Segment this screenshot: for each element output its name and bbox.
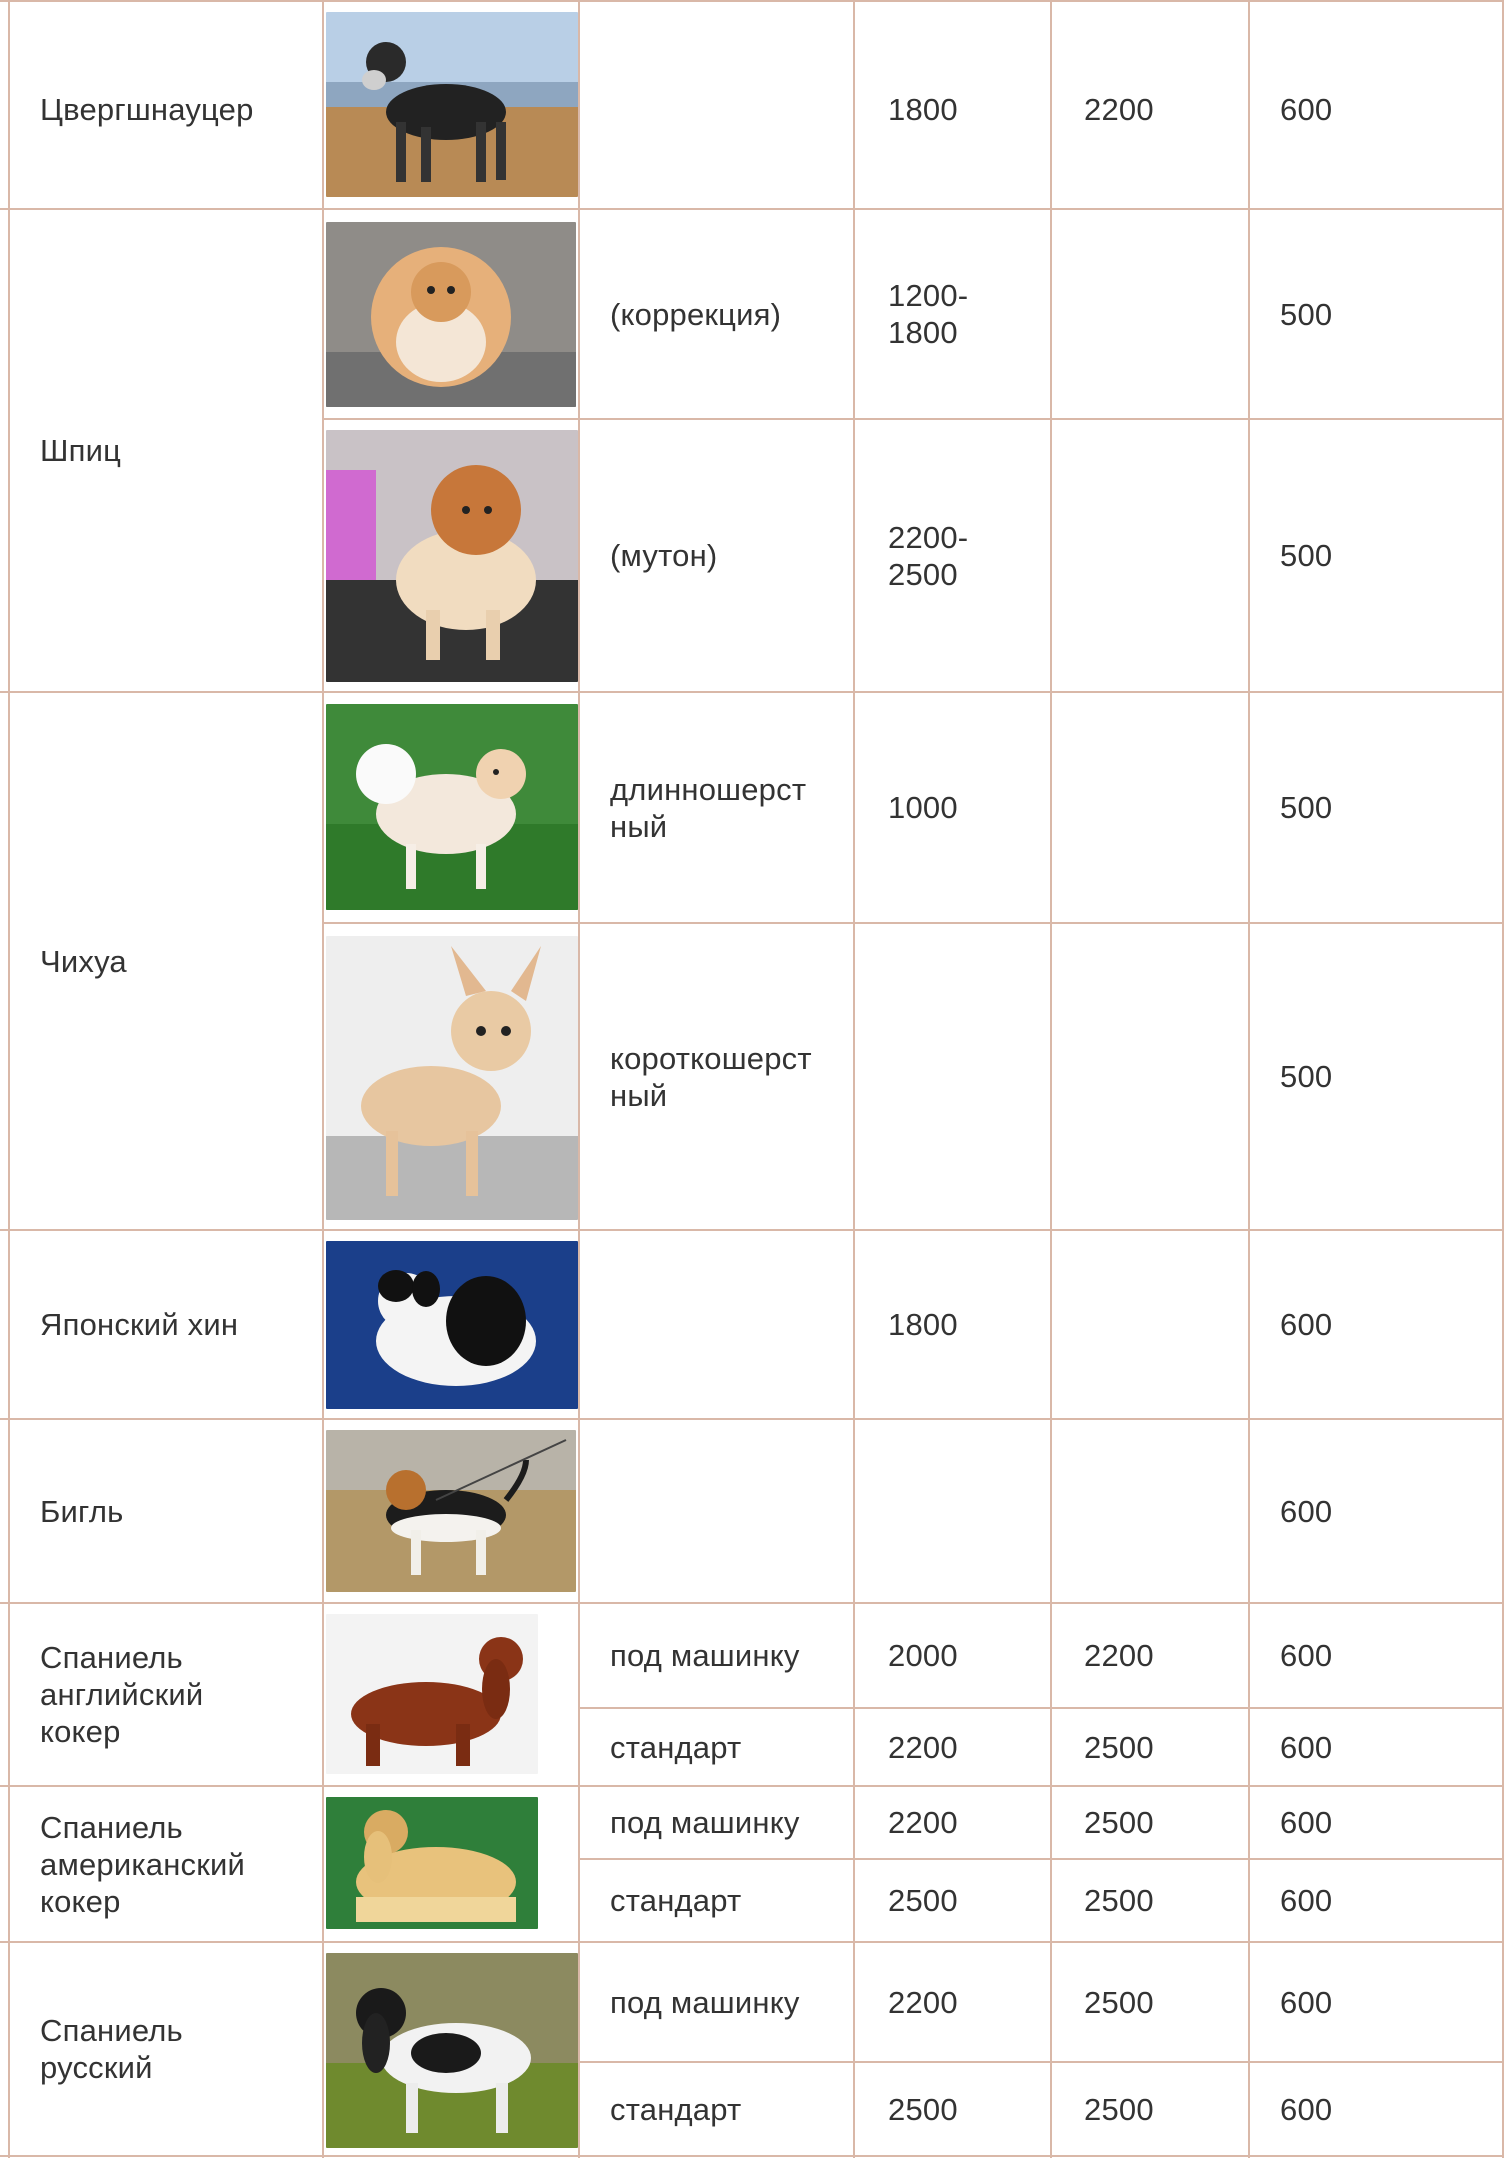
grooming-type: длинношерст ный — [610, 771, 807, 844]
price-cell: 600 — [1280, 1883, 1333, 1918]
english-cocker-spaniel-photo — [326, 1614, 538, 1774]
price-cell: 600 — [1280, 1729, 1333, 1765]
american-cocker-spaniel-photo — [326, 1797, 538, 1929]
breed-name: Чихуа — [40, 943, 127, 979]
grooming-type: стандарт — [610, 1883, 742, 1918]
miniature-schnauzer-photo — [326, 12, 578, 197]
breed-name: Спаниель английский кокер — [40, 1640, 204, 1749]
breed-name: Спаниель русский — [40, 2013, 183, 2085]
column-divider — [578, 0, 580, 2158]
row-divider — [0, 1418, 1504, 1420]
price-cell: 2500 — [1084, 1984, 1154, 2020]
pomeranian-mouton-photo — [326, 430, 578, 682]
longhair-chihuahua-photo — [326, 704, 578, 910]
price-cell: 2200 — [888, 1729, 958, 1765]
price-cell: 2500 — [888, 2091, 958, 2127]
grooming-type: под машинку — [610, 1805, 800, 1840]
price-cell: 1000 — [888, 790, 958, 825]
breed-name: Японский хин — [40, 1307, 239, 1342]
column-divider — [1502, 0, 1504, 2158]
breed-name: Шпиц — [40, 433, 122, 468]
breed-name: Спаниель американский кокер — [40, 1809, 246, 1919]
price-cell: 500 — [1280, 538, 1333, 573]
price-cell: 2500 — [1084, 2091, 1154, 2127]
price-cell: 600 — [1280, 1984, 1333, 2020]
price-cell: 2200 — [888, 1984, 958, 2020]
japanese-chin-photo — [326, 1241, 578, 1409]
price-cell: 600 — [1280, 1638, 1333, 1673]
price-cell: 600 — [1280, 1805, 1333, 1840]
row-divider — [0, 0, 1504, 2]
price-cell: 500 — [1280, 790, 1333, 825]
price-cell: 2500 — [1084, 1883, 1154, 1918]
price-cell: 600 — [1280, 1493, 1333, 1529]
grooming-type: стандарт — [610, 1729, 742, 1765]
grooming-type: (коррекция) — [610, 296, 782, 332]
price-cell: 1200- 1800 — [888, 278, 969, 350]
column-divider — [1050, 0, 1052, 2158]
price-cell: 600 — [1280, 1307, 1333, 1342]
russian-spaniel-photo — [326, 1953, 578, 2148]
price-cell: 1800 — [888, 91, 958, 127]
beagle-photo — [326, 1430, 576, 1592]
price-cell: 2200- 2500 — [888, 519, 969, 592]
price-cell: 1800 — [888, 1307, 958, 1342]
grooming-type: под машинку — [610, 1984, 800, 2020]
price-cell: 2200 — [1084, 91, 1154, 127]
price-cell: 2200 — [1084, 1638, 1154, 1673]
breed-name: Цвергшнауцер — [40, 91, 254, 127]
price-cell: 600 — [1280, 2091, 1333, 2127]
price-cell: 2200 — [888, 1805, 958, 1840]
breed-name: Бигль — [40, 1493, 124, 1529]
price-cell: 2500 — [1084, 1729, 1154, 1765]
column-divider — [853, 0, 855, 2158]
grooming-type: под машинку — [610, 1638, 800, 1673]
grooming-type: стандарт — [610, 2091, 742, 2127]
column-divider — [322, 0, 324, 2158]
price-cell: 2500 — [888, 1883, 958, 1918]
grooming-type: (мутон) — [610, 538, 718, 573]
price-cell: 500 — [1280, 296, 1333, 332]
price-cell: 2500 — [1084, 1805, 1154, 1840]
price-cell: 500 — [1280, 1059, 1333, 1094]
shorthair-chihuahua-photo — [326, 936, 578, 1220]
column-divider — [8, 0, 10, 2158]
price-cell: 600 — [1280, 91, 1333, 127]
price-cell: 2000 — [888, 1638, 958, 1673]
row-divider — [0, 2155, 1504, 2157]
grooming-type: короткошерст ный — [610, 1040, 812, 1113]
pomeranian-correction-photo — [326, 222, 576, 407]
column-divider — [1248, 0, 1250, 2158]
